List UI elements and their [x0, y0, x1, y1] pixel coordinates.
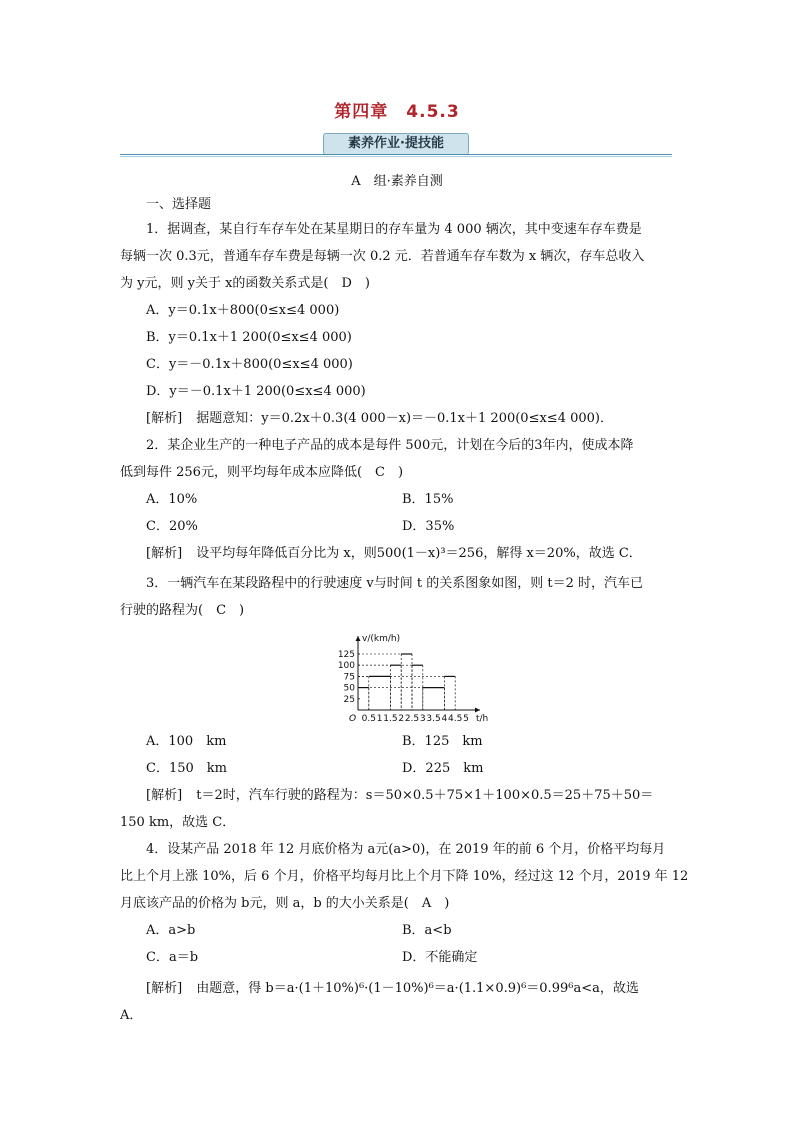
q1-stem-line2: 每辆一次 0.3元，普通车存车费是每辆一次 0.2 元．若普通车存车数为 x 辆次，存车总收入 — [120, 249, 645, 264]
q1-option-d: D．y＝－0.1x＋1 200(0≤x≤4 000) — [146, 384, 366, 399]
y-tick-label: 75 — [343, 672, 355, 683]
q4-stem-line2: 比上个月上涨 10%，后 6 个月，价格平均每月比上个月下降 10%，经过这 12 个月，2019 年 12 — [120, 869, 689, 884]
x-tick-label: 2.5 — [404, 714, 420, 724]
q3-option-d: D．225 km — [402, 761, 484, 776]
q3-analysis — [146, 787, 653, 805]
x-tick-label: 3 — [419, 714, 426, 724]
section-heading: 一、选择题 — [146, 197, 212, 212]
q4-option-c: C．a＝b — [146, 950, 199, 965]
page-title: 第四章 4.5.3 — [334, 102, 460, 122]
x-axis-arrow — [475, 708, 480, 713]
q3-stem-line1: 3．一辆汽车在某段路程中的行驶速度 v与时间 t 的关系图象如图，则 t＝2 时，汽车已 — [146, 576, 643, 591]
q2-stem-line2: 低到每件 256元，则平均每年成本应降低( C ) — [120, 465, 404, 480]
q1-option-b: B．y＝0.1x＋1 200(0≤x≤4 000) — [146, 330, 352, 345]
y-tick-label: 50 — [343, 683, 355, 694]
q2-analysis-text: 设平均每年降低百分比为 x，则500(1－x)³＝256，解得 x＝20%，故选 C． — [196, 546, 642, 561]
y-tick-label: 125 — [337, 650, 355, 660]
q2-analysis — [146, 545, 642, 563]
q4-analysis — [146, 980, 639, 998]
analysis-tag: [解析] — [146, 411, 183, 426]
q3-analysis-line2: 150 km，故选 C． — [120, 815, 236, 830]
q4-option-d: D．不能确定 — [402, 950, 478, 965]
q1-analysis — [146, 410, 613, 428]
y-tick-label: 25 — [343, 694, 355, 705]
velocity-time-chart — [332, 632, 492, 724]
q3-option-b: B．125 km — [402, 734, 483, 749]
x-tick-label: 5 — [463, 714, 469, 724]
q4-stem-line1: 4．设某产品 2018 年 12 月底价格为 a元(a>0)，在 2019 年的前 6 个月，价格平均每月 — [146, 842, 666, 857]
q4-analysis-line2: A． — [120, 1008, 143, 1023]
q3-analysis-text: t＝2时，汽车行驶的路程为：s＝50×0.5＋75×1＋100×0.5＝25＋75＋50＝ — [196, 788, 654, 803]
q4-stem-line3: 月底该产品的价格为 b元，则 a，b 的大小关系是( A ) — [120, 896, 450, 911]
x-tick-label: 2 — [398, 714, 405, 724]
y-axis-arrow — [356, 636, 361, 641]
q2-stem-line1: 2．某企业生产的一种电子产品的成本是每件 500元，计划在今后的3年内，使成本降 — [146, 438, 634, 453]
x-tick-label: 4 — [441, 714, 448, 724]
q4-option-a: A．a>b — [146, 923, 196, 938]
q2-option-c: C．20% — [146, 519, 198, 534]
q1-option-a: A．y＝0.1x＋800(0≤x≤4 000) — [146, 303, 340, 318]
analysis-tag: [解析] — [146, 981, 183, 996]
q1-stem-line1: 1．据调查，某自行车存车处在某星期日的存车量为 4 000 辆次，其中变速车存车费是 — [146, 222, 642, 237]
q1-analysis-text: 据题意知：y＝0.2x＋0.3(4 000－x)＝－0.1x＋1 200(0≤x≤4 000)． — [196, 411, 613, 426]
x-tick-label: 0.5 — [361, 714, 376, 724]
group-heading: A 组·素养自测 — [351, 174, 443, 189]
header-rule — [120, 154, 672, 155]
x-tick-label: 3.5 — [426, 714, 441, 724]
q2-option-b: B．15% — [402, 492, 454, 507]
q3-option-c: C．150 km — [146, 761, 227, 776]
y-tick-label: 100 — [337, 661, 355, 672]
q2-option-d: D．35% — [402, 519, 455, 534]
q4-analysis-text: 由题意，得 b＝a·(1＋10%)⁶·(1－10%)⁶＝a·(1.1×0.9)⁶＝0.99⁶a<a，故选 — [196, 981, 639, 996]
q1-option-c: C．y＝－0.1x＋800(0≤x≤4 000) — [146, 357, 353, 372]
x-tick-label: 4.5 — [448, 714, 463, 724]
section-badge: 素养作业·提技能 — [323, 133, 469, 155]
x-tick-label: 1.5 — [383, 714, 398, 724]
x-axis-label: t/h — [476, 714, 489, 724]
origin-label: O — [349, 714, 357, 724]
header-rule-light — [120, 156, 672, 157]
analysis-tag: [解析] — [146, 546, 183, 561]
analysis-tag: [解析] — [146, 788, 183, 803]
q1-stem-line3: 为 y元，则 y关于 x的函数关系式是( D ) — [120, 276, 370, 291]
x-tick-label: 1 — [376, 714, 383, 724]
q2-option-a: A．10% — [146, 492, 198, 507]
y-axis-label: v/(km/h) — [362, 634, 401, 644]
q3-stem-line2: 行驶的路程为( C ) — [120, 603, 245, 618]
q4-option-b: B．a<b — [402, 923, 452, 938]
q3-option-a: A．100 km — [146, 734, 227, 749]
